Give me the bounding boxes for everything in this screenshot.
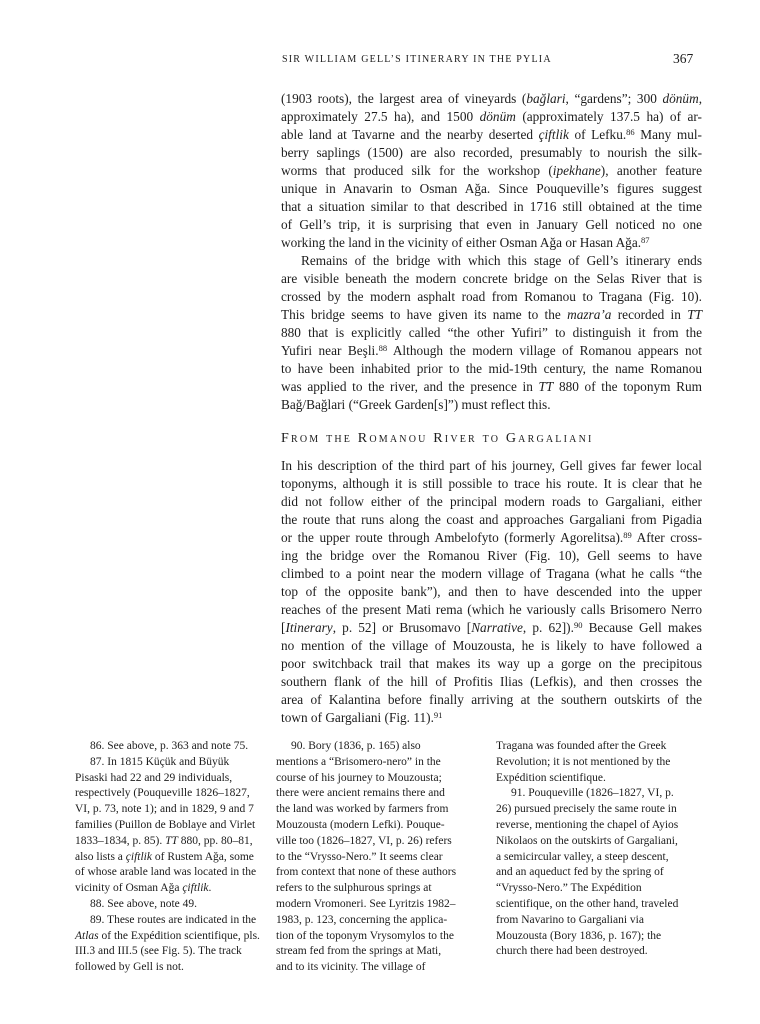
text-run: Because Gell makes [582, 620, 702, 635]
footnote-line [276, 897, 481, 913]
footnote-87 [75, 755, 265, 897]
text-run: worms that produced silk for the workshop ( [281, 163, 553, 178]
text-run: area of Kalantina before finally arriving at the southern outskirts of the [281, 692, 702, 707]
text-run: , p. 52] or Brusomavo [ [332, 620, 472, 635]
footnote-line [276, 771, 481, 787]
footnote-column-1 [75, 739, 265, 976]
body-line [281, 216, 702, 234]
footnote-line [276, 802, 481, 818]
footnotes [0, 739, 760, 989]
body-line [281, 601, 702, 619]
footnote-line [276, 865, 481, 881]
text-run: “Vrysso-Nero.” The Expédition [496, 882, 642, 895]
body-line [281, 270, 702, 288]
footnote-line [276, 944, 481, 960]
text-run: . [208, 882, 212, 895]
text-run: was applied to the river, and the presence in [281, 379, 539, 394]
text-run: toponyms, although it is still possible to trace his route. It is clear that he [281, 476, 702, 491]
text-run: Nikolaos on the outskirts of Gargaliani, [496, 834, 678, 847]
text-run: Expédition scientifique. [496, 771, 606, 784]
text-run: 880 of the toponym Rum [553, 379, 702, 394]
body-line [281, 619, 702, 637]
text-run: (approximately 137.5 ha) of ar- [515, 109, 702, 124]
italic-term: çiftlik [125, 850, 152, 863]
text-run: ), another feature [600, 163, 702, 178]
italic-term: Itinerary [285, 620, 333, 635]
text-run: After cross- [631, 530, 702, 545]
footnote-line [496, 929, 711, 945]
body-line [281, 637, 702, 655]
italic-term: TT [687, 307, 703, 322]
body-line [281, 360, 702, 378]
footnote-column-3 [496, 739, 711, 960]
text-run: families (Puillon de Boblaye and Virlet [75, 818, 256, 831]
text-run: 88. See above, note 49. [90, 897, 197, 910]
footnote-line [276, 960, 481, 976]
footnote-line [75, 850, 265, 866]
text-run: 26) pursued precisely the same route in [496, 803, 677, 816]
footnote-line [276, 834, 481, 850]
footnote-line [496, 786, 711, 802]
footnote-line [75, 771, 265, 787]
footnote-line [276, 818, 481, 834]
footnote-line [75, 802, 265, 818]
footnote-line [75, 897, 265, 913]
body-line [281, 324, 702, 342]
text-run: 1983, p. 123, concerning the applica- [276, 913, 448, 926]
footnote-line [276, 929, 481, 945]
text-run: , p. 62]). [522, 620, 574, 635]
footnote-line [496, 913, 711, 929]
body-line [281, 108, 702, 126]
text-run: also lists a [75, 850, 126, 863]
italic-term: ipekhane [552, 163, 601, 178]
body-line [281, 673, 702, 691]
italic-term: Narrative [471, 620, 523, 635]
body-line [281, 252, 702, 270]
footnote-line [75, 786, 265, 802]
footnote-line [496, 802, 711, 818]
footnote-line [496, 771, 711, 787]
text-run: climbed to a point near the modern village of Tragana (what he calls “the [281, 566, 702, 581]
italic-term: TT [538, 379, 554, 394]
footnote-line [496, 944, 711, 960]
text-run: of whose arable land was located in the [75, 866, 257, 879]
body-line [281, 180, 702, 198]
body-line [281, 709, 702, 727]
text-run: of Gell’s trip, it is surprising that even in January Gell noticed no one [281, 217, 702, 232]
footnote-91 [496, 786, 711, 960]
text-run: Tragana was founded after the Greek [496, 740, 667, 752]
note-reference: 88 [378, 342, 388, 353]
footnote-line [276, 913, 481, 929]
text-run: 91. Pouqueville (1826–1827, VI, p. [511, 787, 674, 800]
text-run: unique in Anavarin to Osman Ağa. Since Pouqueville’s figures suggest [281, 181, 702, 196]
text-run: Yufiri near Beşli. [281, 343, 379, 358]
body-line [281, 493, 702, 511]
body-line [281, 306, 702, 324]
text-run: Pisaski had 22 and 29 individuals, [75, 771, 233, 784]
text-run: course of his journey to Mouzousta; [276, 771, 442, 784]
body-line [281, 583, 702, 601]
footnote-line [276, 755, 481, 771]
text-run: from context that none of these authors [276, 866, 457, 879]
text-run: reaches of the present Mati rema (which he variously calls Brisomero Nerro [281, 602, 702, 617]
text-run: of Rustem Ağa, some [151, 850, 254, 863]
footnote-line [75, 865, 265, 881]
footnote-line [75, 818, 265, 834]
italic-term: çiftlik [538, 127, 569, 142]
body-line [281, 691, 702, 709]
body-paragraph-1 [281, 90, 702, 252]
text-run: top of the opposite bank”), and then to have descended into the upper [281, 584, 702, 599]
text-run: Remains of the bridge with which this stage of Gell’s itinerary ends [301, 253, 702, 268]
note-reference: 86 [626, 126, 635, 137]
body-line [281, 655, 702, 673]
body-line [281, 565, 702, 583]
note-reference: 90 [573, 619, 583, 630]
footnote-line [75, 913, 265, 929]
text-run: reverse, mentioning the chapel of Ayios [496, 818, 679, 831]
running-title: SIR WILLIAM GELL’S ITINERARY IN THE PYLIA [282, 54, 552, 65]
text-run: [ [281, 620, 286, 635]
text-run: mentions a “Brisomero-nero” in the [276, 755, 441, 768]
footnote-line [496, 818, 711, 834]
footnote-column-2 [276, 739, 481, 976]
section-heading: From the Romanou River to Gargaliani [281, 431, 594, 446]
text-run: crossed by the modern asphalt road from Romanou to Tragana (Fig. 10). [281, 289, 702, 304]
text-run: that a situation similar to that described in 1716 still obtained at the time [281, 199, 702, 214]
footnote-line [496, 897, 711, 913]
body-line [281, 529, 702, 547]
body-line [281, 234, 702, 252]
footnote-line [496, 834, 711, 850]
note-reference: 89 [623, 529, 632, 540]
footnote-90-continued [496, 739, 711, 786]
body-line [281, 162, 702, 180]
footnote-line [75, 944, 265, 960]
footnote-line [75, 960, 265, 976]
text-run: 89. These routes are indicated in the [90, 913, 257, 926]
text-run: able land at Tavarne and the nearby deserted [281, 127, 539, 142]
footnote-86 [75, 739, 265, 755]
footnote-line [496, 865, 711, 881]
italic-term: Atlas [75, 929, 99, 942]
body-paragraph-3 [281, 457, 702, 727]
text-run: Bağ/Bağlari (“Greek Garden[s]”) must reflect this. [281, 397, 551, 412]
text-run: and to its vicinity. The village of [276, 961, 426, 974]
footnote-line [276, 739, 481, 755]
note-reference: 91 [433, 709, 443, 720]
footnote-89 [75, 913, 265, 976]
body-line [281, 511, 702, 529]
text-run: and an aqueduct fed by the spring of [496, 866, 664, 879]
text-run: ing the bridge over the Romanou River (Fig. 10), Gell seems to have [281, 548, 702, 563]
text-run: town of Gargaliani (Fig. 11). [281, 710, 434, 725]
text-run: Although the modern village of Romanou appears not [387, 343, 702, 358]
text-run: working the land in the vicinity of either Osman Ağa or Hasan Ağa. [281, 235, 642, 250]
text-run: southern flank of the hill of Profitis Ilias (Lefkis), and then crosses the [281, 674, 702, 689]
text-run: to have been inhabited prior to the mid-19th century, the name Romanou [281, 361, 702, 376]
text-run: 880 that is explicitly called “the other Yufiri” to distinguish it from the [281, 325, 702, 340]
body-line [281, 198, 702, 216]
italic-term: mazra’a [567, 307, 612, 322]
text-run: are visible beneath the modern concrete bridge on the Selas River that is [281, 271, 702, 286]
text-run: recorded in [611, 307, 688, 322]
text-run: of the Expédition scientifique, pls. [98, 929, 260, 942]
footnote-line [496, 850, 711, 866]
text-run: or the upper route through Ambelofyto (formerly Agorelitsa). [281, 530, 624, 545]
footnote-90 [276, 739, 481, 976]
italic-term: çiftlik [182, 882, 209, 895]
body-line [281, 547, 702, 565]
body-line [281, 126, 702, 144]
body-line [281, 144, 702, 162]
text-run: did not follow either of the principal modern roads to Gargaliani, either [281, 494, 702, 509]
body-line [281, 475, 702, 493]
text-run: of Lefku. [568, 127, 627, 142]
text-run: berry saplings (1500) are also recorded, presumably to nourish the silk- [281, 145, 702, 160]
body-line [281, 457, 702, 475]
italic-term: bağlari [526, 91, 566, 106]
text-run: scientifique, on the other hand, traveled [496, 897, 679, 910]
text-run: modern Vromoneri. See Lyritzis 1982– [276, 897, 456, 910]
body-paragraph-2 [281, 252, 702, 414]
text-run: Revolution; it is not mentioned by the [496, 755, 671, 768]
text-run: tion of the toponym Vrysomylos to the [276, 929, 454, 942]
body-line [281, 378, 702, 396]
text-run: approximately 27.5 ha), and 1500 [281, 109, 480, 124]
footnote-line [75, 739, 265, 755]
text-run: no mention of the village of Mouzousta, he is likely to have followed a [281, 638, 702, 653]
text-run: respectively (Pouqueville 1826–1827, [75, 787, 250, 800]
text-run: , [698, 91, 703, 106]
footnote-line [75, 755, 265, 771]
footnote-line [75, 881, 265, 897]
text-run: ville too (1826–1827, VI, p. 26) refers [276, 834, 452, 847]
text-run: poor switchback trail that makes its way up a gorge on the precipitous [281, 656, 702, 671]
text-run: church there had been destroyed. [496, 945, 648, 958]
text-run: the route that runs along the coast and approaches Gargaliani from Pigadia [281, 512, 702, 527]
body-line [281, 288, 702, 306]
text-run: followed by Gell is not. [75, 961, 184, 974]
text-run: VI, p. 73, note 1); and in 1829, 9 and 7 [75, 803, 254, 816]
footnote-line [496, 881, 711, 897]
text-run: a semicircular valley, a steep descent, [496, 850, 669, 863]
footnote-line [496, 739, 711, 755]
text-run: from Navarino to Gargaliani via [496, 913, 644, 926]
text-run: (1903 roots), the largest area of vineyards ( [281, 91, 527, 106]
italic-term: dönüm [662, 91, 699, 106]
text-run: Mouzousta (modern Lefki). Pouque- [276, 818, 445, 831]
italic-term: TT [165, 834, 178, 847]
text-run: refers to the sulphurous springs at [276, 882, 432, 895]
text-run: 880, pp. 80–81, [177, 834, 253, 847]
body-line [281, 396, 702, 414]
footnote-line [75, 834, 265, 850]
text-run: III.3 and III.5 (see Fig. 5). The track [75, 945, 242, 958]
text-run: Many mul- [634, 127, 702, 142]
text-run: vicinity of Osman Ağa [75, 882, 183, 895]
footnote-line [276, 850, 481, 866]
footnote-line [75, 929, 265, 945]
text-run: 86. See above, p. 363 and note 75. [90, 740, 249, 752]
text-run: This bridge seems to have given its name to the [281, 307, 568, 322]
body-line [281, 90, 702, 108]
text-run: 1833–1834, p. 85). [75, 834, 166, 847]
text-run: the land was worked by farmers from [276, 803, 449, 816]
footnote-line [276, 881, 481, 897]
text-run: to the “Vrysso-Nero.” It seems clear [276, 850, 443, 863]
footnote-line [496, 755, 711, 771]
italic-term: dönüm [479, 109, 516, 124]
text-run: 90. Bory (1836, p. 165) also [291, 740, 421, 752]
text-run: there were ancient remains there and [276, 787, 445, 800]
text-run: , “gardens”; 300 [565, 91, 663, 106]
text-run: 87. In 1815 Küçük and Büyük [90, 755, 230, 768]
page-number: 367 [673, 51, 694, 66]
footnote-line [276, 786, 481, 802]
text-run: Mouzousta (Bory 1836, p. 167); the [496, 929, 662, 942]
body-line [281, 342, 702, 360]
text-run: In his description of the third part of his journey, Gell gives far fewer local [281, 458, 702, 473]
note-reference: 87 [641, 234, 650, 245]
text-run: stream fed from the springs at Mati, [276, 945, 442, 958]
footnote-88 [75, 897, 265, 913]
